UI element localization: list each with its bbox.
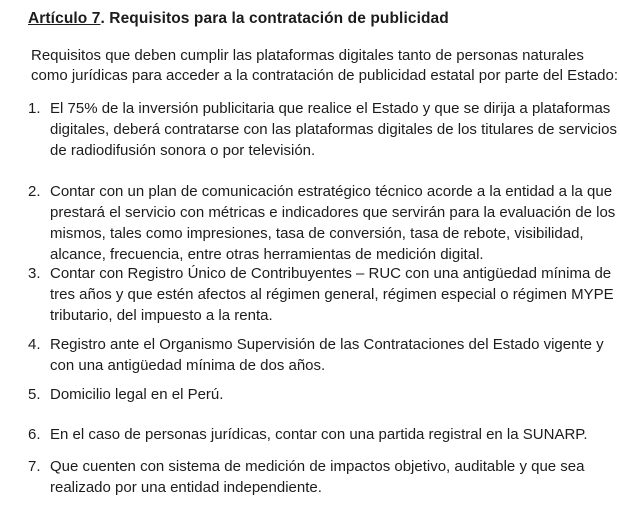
item-number: 1. bbox=[28, 100, 41, 117]
item-line: Contar con un plan de comunicación estratégico técnico acorde a la entidad a la que bbox=[50, 183, 613, 200]
item-line: tributario, del impuesto a la renta. bbox=[50, 307, 273, 324]
item-line: de radiodifusión sonora o por televisión. bbox=[50, 142, 316, 159]
article-number: Artículo 7 bbox=[28, 10, 101, 27]
item-text bbox=[50, 456, 613, 498]
item-line: con una antigüedad mínima de dos años. bbox=[50, 357, 326, 374]
item-line: tres años y que estén afectos al régimen general, régimen especial o régimen MYPE bbox=[50, 286, 614, 303]
item-number: 2. bbox=[28, 183, 41, 200]
item-number: 4. bbox=[28, 336, 41, 353]
item-number: 6. bbox=[28, 426, 41, 443]
item-line: Que cuenten con sistema de medición de impactos objetivo, auditable y que sea bbox=[50, 458, 585, 475]
item-number: 3. bbox=[28, 265, 41, 282]
item-line: realizado por una entidad independiente. bbox=[50, 479, 322, 496]
item-text bbox=[50, 98, 617, 161]
intro-line: como jurídicas para acceder a la contratación de publicidad estatal por parte del Estado: bbox=[31, 67, 619, 84]
item-number: 7. bbox=[28, 458, 41, 475]
item-line: En el caso de personas jurídicas, contar con una partida registral en la SUNARP. bbox=[50, 426, 588, 443]
item-line: digitales, deberá contratarse con las plataformas digitales de los titulares de servicios bbox=[50, 121, 617, 138]
item-line: prestará el servicio con métricas e indicadores que servirán para la evaluación de los bbox=[50, 204, 616, 221]
article-title: . Requisitos para la contratación de publicidad bbox=[100, 10, 449, 27]
item-text bbox=[50, 334, 613, 376]
requirement-item-5 bbox=[28, 384, 613, 405]
article-heading bbox=[28, 10, 449, 28]
item-line: mismos, tales como impresiones, tasa de conversión, tasa de rebote, visibilidad, bbox=[50, 225, 584, 242]
requirement-item-3 bbox=[28, 263, 613, 326]
item-text bbox=[50, 263, 613, 326]
item-text bbox=[50, 181, 616, 265]
item-line: Registro ante el Organismo Supervisión de las Contrataciones del Estado vigente y bbox=[50, 336, 604, 353]
item-line: Domicilio legal en el Perú. bbox=[50, 386, 224, 403]
item-line: alcance, frecuencia, entre otras herramientas de medición digital. bbox=[50, 246, 484, 263]
requirement-item-2 bbox=[28, 181, 616, 265]
item-line: El 75% de la inversión publicitaria que realice el Estado y que se dirija a plataformas bbox=[50, 100, 611, 117]
requirement-item-4 bbox=[28, 334, 613, 376]
item-line: Contar con Registro Único de Contribuyentes – RUC con una antigüedad mínima de bbox=[50, 265, 612, 282]
item-text bbox=[50, 384, 613, 405]
intro-line: Requisitos que deben cumplir las plataformas digitales tanto de personas naturales bbox=[31, 47, 584, 64]
requirement-item-1 bbox=[28, 98, 617, 161]
item-number: 5. bbox=[28, 386, 41, 403]
requirement-item-6 bbox=[28, 424, 613, 445]
item-text bbox=[50, 424, 613, 445]
intro-paragraph bbox=[31, 46, 619, 86]
requirement-item-7 bbox=[28, 456, 613, 498]
